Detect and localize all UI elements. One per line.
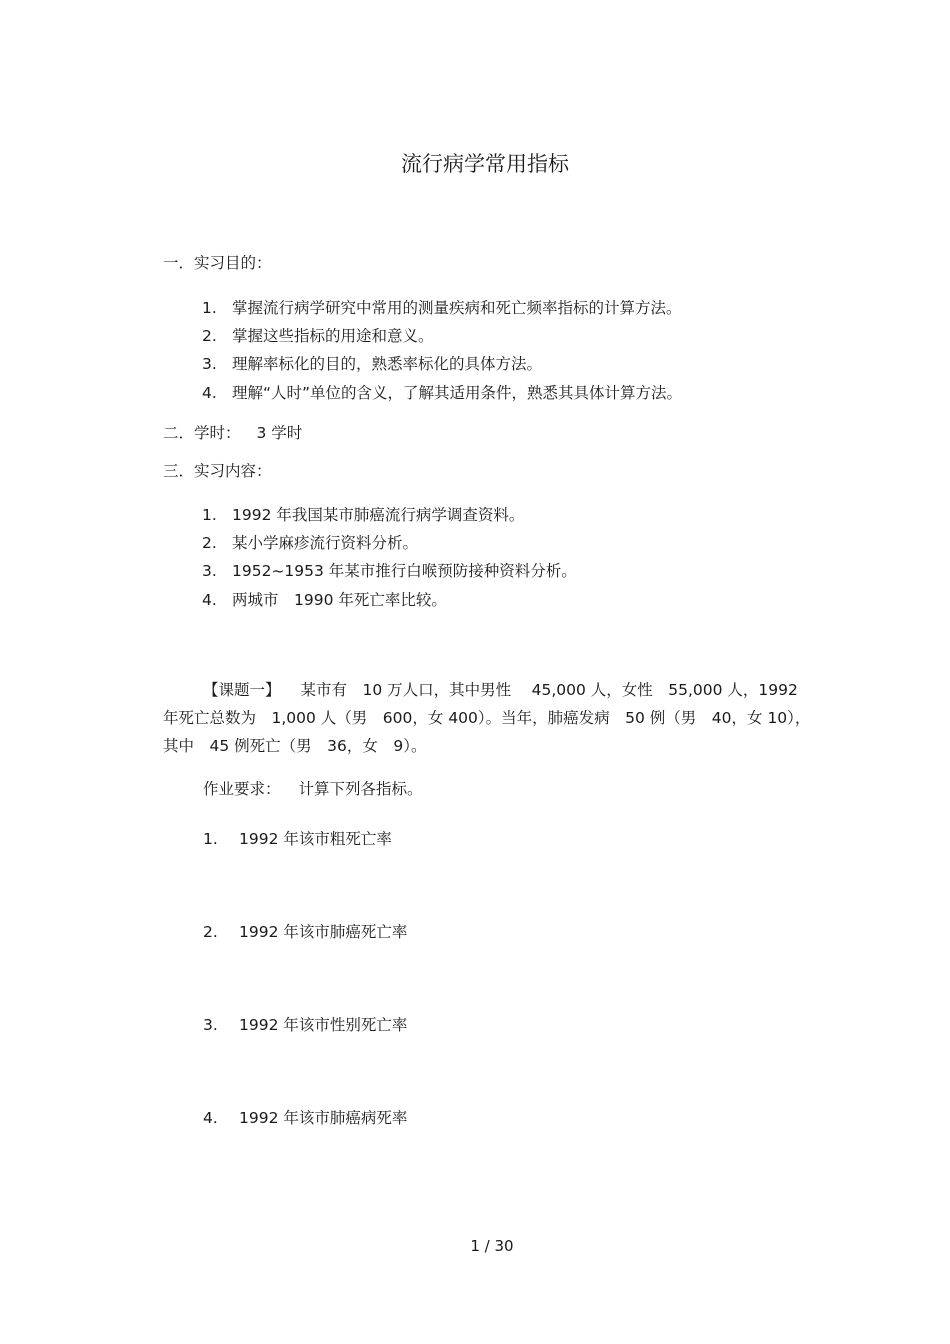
list-text: 1992 年我国某市肺癌流行病学调查资料。 xyxy=(232,506,525,524)
hours-value: 3 学时 xyxy=(256,424,303,442)
section-heading-content: 三．实习内容： xyxy=(163,462,272,480)
page-title: 流行病学常用指标 xyxy=(401,152,569,176)
list-text: 两城市 1990 年死亡率比较。 xyxy=(232,591,447,609)
topic-line-1 xyxy=(203,676,798,704)
content-item xyxy=(202,559,577,581)
topic-text-line1: 某市有 10 万人口，其中男性 45,000 人，女性 55,000 人，1992 xyxy=(300,681,798,699)
list-number: 4. xyxy=(202,384,217,402)
list-number: 2. xyxy=(202,534,217,552)
objective-item xyxy=(202,296,682,318)
list-number: 1. xyxy=(202,506,217,524)
list-number: 1. xyxy=(203,830,218,848)
assignment-requirement xyxy=(203,777,423,799)
topic-line-2: 年死亡总数为 1,000 人（男 600，女 400）。当年，肺癌发病 50 例（男 40，女 10）， xyxy=(163,709,811,727)
assignment-text: 计算下列各指标。 xyxy=(298,780,423,798)
list-text: 1992 年该市性别死亡率 xyxy=(239,1016,408,1034)
list-text: 理解“人时”单位的含义，了解其适用条件，熟悉其具体计算方法。 xyxy=(232,384,683,402)
list-text: 1992 年该市粗死亡率 xyxy=(239,830,392,848)
objective-item xyxy=(202,324,434,346)
section-heading-objectives: 一．实习目的： xyxy=(163,254,272,272)
objective-item xyxy=(202,352,542,374)
list-text: 1992 年该市肺癌死亡率 xyxy=(239,923,408,941)
topic-line-3: 其中 45 例死亡（男 36，女 9）。 xyxy=(163,737,427,755)
list-number: 4. xyxy=(203,1109,218,1127)
list-number: 2. xyxy=(202,327,217,345)
assignment-label: 作业要求： xyxy=(203,780,281,798)
list-text: 1952~1953 年某市推行白喉预防接种资料分析。 xyxy=(232,562,577,580)
list-text: 掌握这些指标的用途和意义。 xyxy=(232,327,434,345)
content-item xyxy=(202,503,524,525)
content-item xyxy=(202,531,418,553)
assignment-item xyxy=(203,1013,407,1035)
objective-item xyxy=(202,381,682,403)
list-number: 1. xyxy=(202,299,217,317)
hours-label: 二．学时： xyxy=(163,424,241,442)
list-number: 3. xyxy=(202,562,217,580)
section-heading-hours xyxy=(163,421,302,443)
list-number: 3. xyxy=(202,355,217,373)
list-text: 1992 年该市肺癌病死率 xyxy=(239,1109,408,1127)
list-text: 某小学麻疹流行资料分析。 xyxy=(232,534,419,552)
topic-label: 【课题一】 xyxy=(203,681,281,699)
content-item xyxy=(202,588,447,610)
list-number: 4. xyxy=(202,591,217,609)
list-number: 3. xyxy=(203,1016,218,1034)
page-number: 1 / 30 xyxy=(470,1237,514,1255)
assignment-item xyxy=(203,1106,407,1128)
list-text: 掌握流行病学研究中常用的测量疾病和死亡频率指标的计算方法。 xyxy=(232,299,682,317)
list-number: 2. xyxy=(203,923,218,941)
list-text: 理解率标化的目的，熟悉率标化的具体方法。 xyxy=(232,355,543,373)
assignment-item xyxy=(203,920,407,942)
assignment-item xyxy=(203,827,392,849)
